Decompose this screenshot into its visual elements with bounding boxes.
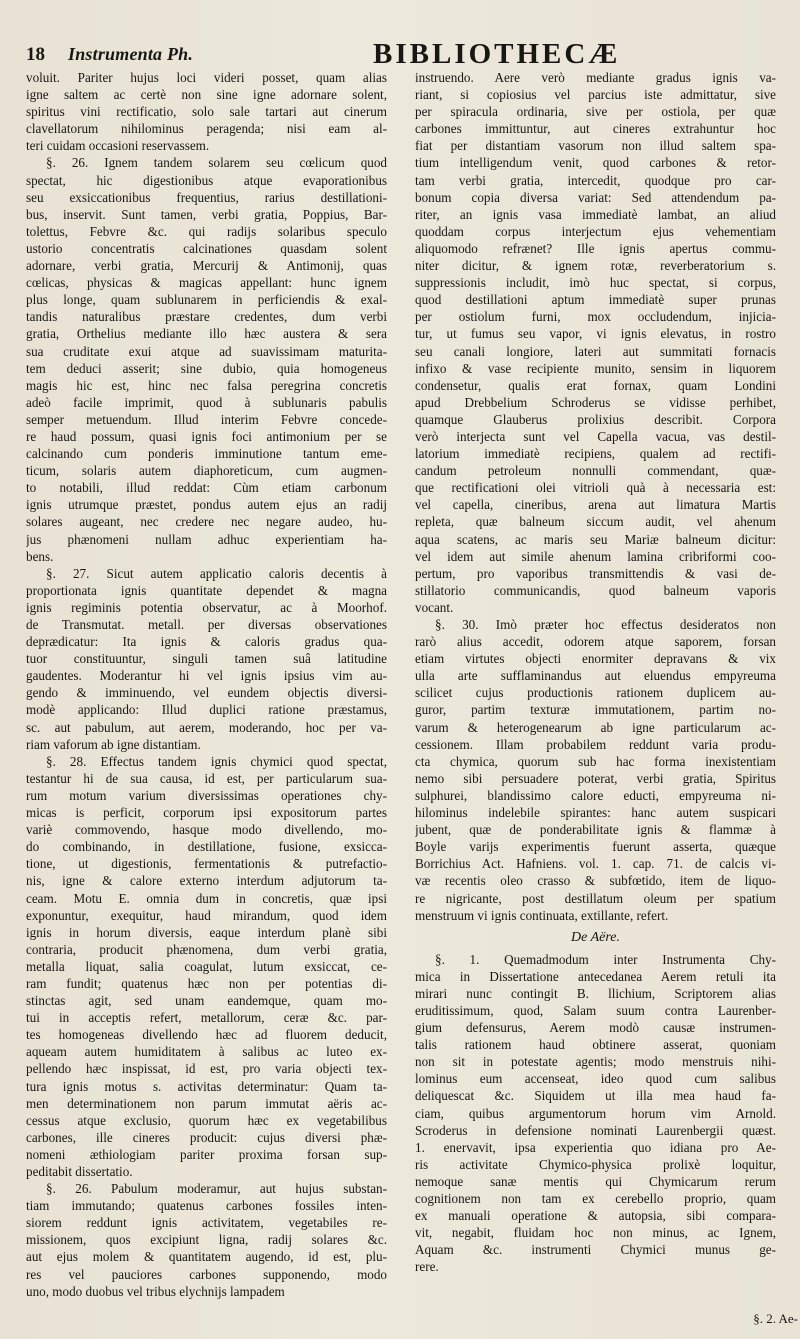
text-line: tem deduci asserit; sine dubio, quia homogeneus bbox=[26, 360, 387, 376]
text-line: plus longe, quam sublunarem in perficiendis & exal- bbox=[26, 292, 387, 308]
text-line: riant, si copiosius vel parcius iste admittatur, sive bbox=[415, 87, 776, 103]
text-line: adornare, verbi gratia, Mercurij & Antimonij, quas bbox=[26, 258, 387, 274]
text-line: tuor constituuntur, singuli tamen suâ latitudine bbox=[26, 651, 387, 667]
text-line: clavellatorum nihilominus peragenda; nisi eam al- bbox=[26, 121, 387, 137]
text-line: tione, ut digestionis, fermentationis & putrefactio- bbox=[26, 856, 387, 872]
text-line: re haud possum, quasi ignis foci antimonium per se bbox=[26, 428, 387, 444]
text-line: fiat per distantiam vasorum non illud saltem spa- bbox=[415, 138, 776, 154]
text-line: §. 1. Quemadmodum inter Instrumenta Chy- bbox=[435, 951, 776, 967]
text-line: ignis in horum diversis, eaque interdum planè sibi bbox=[26, 924, 387, 940]
text-line: nomeni æthiologiam pariter proxima forsan sup- bbox=[26, 1146, 387, 1162]
text-line: voluit. Pariter hujus loci videri posset, quam alias bbox=[26, 70, 387, 85]
text-line: per ostiolum furni, mox occludendum, injicia- bbox=[415, 309, 776, 325]
running-head: Instrumenta Ph. bbox=[68, 44, 194, 64]
text-line: verò interjecta sunt vel Capella vacua, vas destil- bbox=[415, 428, 776, 444]
text-line: ignis utrumque præstet, pondus autem ejus an radij bbox=[26, 497, 387, 513]
text-line: peditabit dissertatio. bbox=[26, 1164, 133, 1179]
text-line: modè applicando: Illud duplici ratione præstamus, bbox=[26, 702, 387, 718]
text-line: ceam. Motu E. omnia dum in concretis, quæ ipsi bbox=[26, 890, 387, 906]
text-line: jubent, quæ de ponderabilitate ignis & flammæ à bbox=[415, 822, 776, 838]
text-line: ulla arte sufflaminandus aut eluendus empyreuma bbox=[415, 668, 776, 684]
text-line: nis, igne & calore externo interdum adjutorum ta- bbox=[26, 873, 387, 889]
text-line: riam vaforum ab igne distantiam. bbox=[26, 736, 201, 752]
text-line: Borrichius Act. Hafniens. vol. 1. cap. 71. de calcis vi- bbox=[415, 856, 776, 872]
text-line: aqueam autem humiditatem à salibus ac luteo ex- bbox=[26, 1044, 387, 1060]
text-line: tura ignis motus s. activitas determinatur: Quam ta- bbox=[26, 1078, 387, 1094]
text-line: talis rationem haud obtinere asserat, quoniam bbox=[415, 1037, 776, 1053]
text-line: quoddam corpus interjectum ejus vehementiam bbox=[415, 223, 776, 239]
text-line: Boyle varijs experimentis fuerunt asserta, quæque bbox=[415, 839, 776, 855]
subheading: De Aëre. bbox=[571, 929, 620, 945]
text-line: res vel pauciores carbones supponendo, modo bbox=[26, 1266, 387, 1282]
right-column bbox=[415, 69, 776, 1309]
text-line: §. 26. Ignem tandem solarem seu cœlicum quod bbox=[46, 155, 387, 171]
text-line: væ recentis oleo crasso & subfœtido, item de liquo- bbox=[415, 873, 776, 889]
text-line: gaudentes. Moderantur hi vel ignis ipsius vim au- bbox=[26, 668, 387, 684]
text-line: spiritus vini rectificatio, solo sale tartari aut cinerum bbox=[26, 104, 387, 120]
text-line: seu canali longiore, lateri aut summitati fornacis bbox=[415, 343, 776, 359]
text-line: tandis naturalibus præstare credentes, dum verbi bbox=[26, 309, 387, 325]
text-line: seu exsiccationibus frequentius, rarius destillationi- bbox=[26, 189, 387, 205]
text-columns bbox=[26, 69, 776, 1309]
text-line: quamque Glauberus prolixius describit. Corpora bbox=[415, 411, 776, 427]
text-line: guror, partim texturæ immutationem, partim no- bbox=[415, 702, 776, 718]
text-line: rum motum varium diversissimas operationes chy- bbox=[26, 787, 387, 803]
text-line: riter, an ignis vasa immediatè lambat, an aliud bbox=[415, 206, 776, 222]
text-line: sua cruditate exui atque ad suavissimam maturita- bbox=[26, 343, 387, 359]
text-line: etiam virtutes objecti enormiter depravans & vix bbox=[415, 651, 776, 667]
text-line: contraria, producit phænomena, dum verbi gratia, bbox=[26, 941, 387, 957]
text-line: repleta, quæ balneum siccum audit, vel ahenum bbox=[415, 514, 776, 530]
text-line: exponuntur, exequitur, haud mirandum, quod idem bbox=[26, 907, 387, 923]
text-line: uno, modo duobus vel tribus elychnijs lampadem bbox=[26, 1283, 285, 1299]
text-line: non sit in potestate agentis; modo menstruis nihi- bbox=[415, 1054, 776, 1070]
text-line: cœlicas, physicas & magicas appellant: hunc ignem bbox=[26, 275, 387, 291]
text-line: vel idem aut simile ahenum lamina cribriformi coo- bbox=[415, 548, 776, 564]
text-line: ex manuali operatione & autopsia, sibi compara- bbox=[415, 1208, 776, 1224]
text-line: carbones immittuntur, aut cineres extrahuntur hoc bbox=[415, 121, 776, 137]
text-line: pellendo hæc inspissat, id est, pro varia objecti tex- bbox=[26, 1061, 387, 1077]
text-line: ticum, solaris autem diaphoreticum, cum augmen- bbox=[26, 463, 387, 479]
text-line: §. 26. Pabulum moderamur, aut hujus substan- bbox=[46, 1181, 387, 1197]
text-line: scilicet cujus productionis rationem duplicem au- bbox=[415, 685, 776, 701]
text-line: hilominus indelebile spirantes: hanc autem suspicari bbox=[415, 805, 776, 821]
page-header bbox=[26, 38, 776, 70]
page-number: 18 bbox=[26, 44, 45, 65]
text-line: sulphurei, blandissimo calore educti, empyreuma ni- bbox=[415, 787, 776, 803]
text-line: adeò facile imprimit, quod à sublunaris pabulis bbox=[26, 394, 387, 410]
text-line: §. 28. Effectus tandem ignis chymici quod spectat, bbox=[46, 753, 387, 769]
text-line: deliquescat &c. Siquidem ut illa mea haud fa- bbox=[415, 1088, 776, 1104]
text-line: bens. bbox=[26, 548, 54, 564]
text-line: rere. bbox=[415, 1259, 439, 1275]
text-line: tes homogeneas divellendo hæc ad fluorem deducit, bbox=[26, 1027, 387, 1043]
text-line: missionem, quos excipiunt ligna, radij solares &c. bbox=[26, 1232, 387, 1248]
text-line: ustorio concentratis calcinationes quasdam solent bbox=[26, 240, 387, 256]
text-line: testantur hi de sua causa, id est, per particularum sua- bbox=[26, 770, 387, 786]
catchword: §. 2. Ae- bbox=[753, 1311, 798, 1326]
text-line: men determinationem non parum immutat aëris ac- bbox=[26, 1095, 387, 1111]
text-line: ram fundit; quatenus hæc non per potentias di- bbox=[26, 975, 387, 991]
text-line: gium defensurus, Aerem modò causæ instrumen- bbox=[415, 1020, 776, 1036]
text-line: ciam, quibus argumentorum horum vim Arnold. bbox=[415, 1105, 776, 1121]
text-line: vocant. bbox=[415, 599, 454, 615]
text-line: stillatorio communicandis, quod balneum vaporis bbox=[415, 582, 776, 598]
text-line: condensetur, qualis erat fornax, quam Londini bbox=[415, 377, 776, 393]
text-line: nemoque sanæ mentis qui Chymicarum rerum bbox=[415, 1173, 776, 1189]
text-line: mirari nunc contingit B. llichium, Scriptorem alias bbox=[415, 985, 776, 1001]
text-line: siorem reddunt ignis activitatem, vegetabiles re- bbox=[26, 1215, 387, 1231]
text-line: semper metuendum. Illud interim Febvre concede- bbox=[26, 411, 387, 427]
text-line: carbones, ille cineres producit: cujus diversi phæ- bbox=[26, 1129, 387, 1145]
text-line: tolettus, Febvre &c. qui radijs solaribus speculo bbox=[26, 223, 387, 239]
text-line: Aquam &c. instrumenti Chymici munus ge- bbox=[415, 1242, 776, 1258]
text-line: ris activitate Chymico-physica prolixè loquitur, bbox=[415, 1156, 776, 1172]
text-line: vel capella, cineribus, arena aut limatura Martis bbox=[415, 497, 776, 513]
text-line: gendo & imminuendo, vel eundem objectis diversi- bbox=[26, 685, 387, 701]
text-line: infixo & vase recipiente munito, sensim in liquorem bbox=[415, 360, 776, 376]
text-line: 1. enervavit, ipsa experientia quo idiana pro Ae- bbox=[415, 1139, 776, 1155]
text-line: calcinando cum ponderis imminutione tantum eme- bbox=[26, 446, 387, 462]
text-line: varum & heterogenearum ab igne particularum ac- bbox=[415, 719, 776, 735]
text-line: tium intelligendum venit, quod carbones & retor- bbox=[415, 155, 776, 171]
text-line: spectat, hic digestionibus atque evaporationibus bbox=[26, 172, 387, 188]
text-line: tui in acceptis refert, metallorum, ceræ &c. par- bbox=[26, 1010, 387, 1026]
text-line: variè commovendo, hasque modo divellendo, mo- bbox=[26, 822, 387, 838]
left-column bbox=[26, 69, 387, 1309]
text-line: sc. aut pabulum, aut aerem, moderando, hoc per va- bbox=[26, 719, 387, 735]
text-line: mica in Dissertatione antecedanea Aerem retuli ita bbox=[415, 968, 776, 984]
text-line: de Transmutat. metall. per diversas observationes bbox=[26, 617, 387, 632]
text-line: niter dicitur, & ignem rotæ, reverberatorium s. bbox=[415, 258, 776, 274]
text-line: Scroderus in defensione nominati Laurenbergii quæst. bbox=[415, 1122, 776, 1138]
text-line: aqua scatens, ac maris seu Mariæ balneum dicitur: bbox=[415, 531, 776, 547]
text-line: re nigricante, post destillatum oleum per spatium bbox=[415, 890, 776, 906]
text-line: ignis regiminis potentia observatur, ac à Moorhof. bbox=[26, 599, 387, 615]
text-line: tiam immutando; quatenus carbones fossiles inten- bbox=[26, 1198, 387, 1214]
text-line: aut ejus molem & quantitatem augendo, id est, plu- bbox=[26, 1249, 387, 1265]
text-line: rarò alius accedit, odorem atque saporem, forsan bbox=[415, 634, 776, 650]
text-line: nemo sibi persuadere poterat, verbi gratia, Spiritus bbox=[415, 770, 776, 786]
text-line: latorium immediatè recipiens, qualem ad rectifi- bbox=[415, 446, 776, 462]
text-line: §. 27. Sicut autem applicatio caloris decentis à bbox=[46, 565, 387, 581]
text-line: menstruum vi ignis continuata, extillante, refert. bbox=[415, 907, 669, 923]
text-line: instruendo. Aere verò mediante gradus ignis va- bbox=[415, 70, 776, 85]
text-line: do combinando, in destillatione, fusione, exsicca- bbox=[26, 839, 387, 855]
text-line: eruditissimum, quod, Salam suum contra Laurenber- bbox=[415, 1002, 776, 1018]
text-line: to notabili, illud reddat: Cùm etiam carbonum bbox=[26, 480, 387, 496]
text-line: bus, inservit. Sunt tamen, verbi gratia, Poppius, Bar- bbox=[26, 206, 387, 222]
text-line: cessionem. Illam probabilem reddunt varia produ- bbox=[415, 736, 776, 752]
text-line: tam verbi gratia, intercedit, quodque pro car- bbox=[415, 172, 776, 188]
text-line: lominus eum accenseat, ideo quod cum salibus bbox=[415, 1071, 776, 1087]
text-line: aliquomodo refrænet? Ille ignis apertus commu- bbox=[415, 240, 776, 256]
text-line: deprædicatur: Ita ignis & caloris gradus qua- bbox=[26, 634, 387, 650]
section-title: BIBLIOTHECÆ bbox=[373, 38, 621, 70]
text-line: jus phænomeni nullam adhuc experientiam ha- bbox=[26, 531, 387, 547]
text-line: magis hic est, hinc nec falsa peregrina concretis bbox=[26, 377, 387, 393]
text-line: teri cuidam occasioni reservassem. bbox=[26, 138, 210, 154]
text-line: §. 30. Imò præter hoc effectus desideratos non bbox=[435, 617, 776, 632]
text-line: igne saltem ac certè non sine igne adornare solent, bbox=[26, 87, 387, 103]
text-line: gratia, Orthelius mediante illo hæc austera & sera bbox=[26, 326, 387, 342]
text-line: pertum, pro vaporibus transmittendis & vasi de- bbox=[415, 565, 776, 581]
text-line: cognitionem non tam ex cerebello proprio, quam bbox=[415, 1191, 776, 1206]
text-line: suppressionis includit, imò huc spectat, si corpus, bbox=[415, 275, 776, 291]
text-line: cta chymica, quorum sub hac forma inexistentiam bbox=[415, 753, 776, 769]
text-line: cessus atque exclusio, quorum hæc ex vegetabilibus bbox=[26, 1112, 387, 1128]
text-line: solares augeant, nec credere nec negare audeo, hu- bbox=[26, 514, 387, 530]
text-line: proportionata ignis quantitate dependet & magna bbox=[26, 582, 387, 598]
text-line: metalla liquat, salia coagulat, lutum exsiccat, ce- bbox=[26, 958, 387, 974]
text-line: que rectificationi olei vitrioli quà à necessaria est: bbox=[415, 480, 776, 496]
text-line: tur, ut fumus seu vapor, vi ignis elevatus, in rostro bbox=[415, 326, 776, 342]
text-line: stinctas agit, sed unam eandemque, quam mo- bbox=[26, 993, 387, 1009]
text-line: quod destillationi aptum immediatè super prunas bbox=[415, 292, 776, 308]
text-line: vit, negabit, fluidam hoc non minus, ac Ignem, bbox=[415, 1225, 776, 1241]
text-line: micas is perficit, corporum ipsi expositorum partes bbox=[26, 805, 387, 821]
text-line: per spiracula ordinaria, sive per ostiola, per quæ bbox=[415, 104, 776, 120]
text-line: bonum copia diversa variat: Sed attendendum pa- bbox=[415, 189, 776, 205]
text-line: candum petroleum nonnulli commendant, quæ- bbox=[415, 463, 776, 479]
text-line: apud Drebbelium Schroderus se vidisse perhibet, bbox=[415, 394, 776, 410]
